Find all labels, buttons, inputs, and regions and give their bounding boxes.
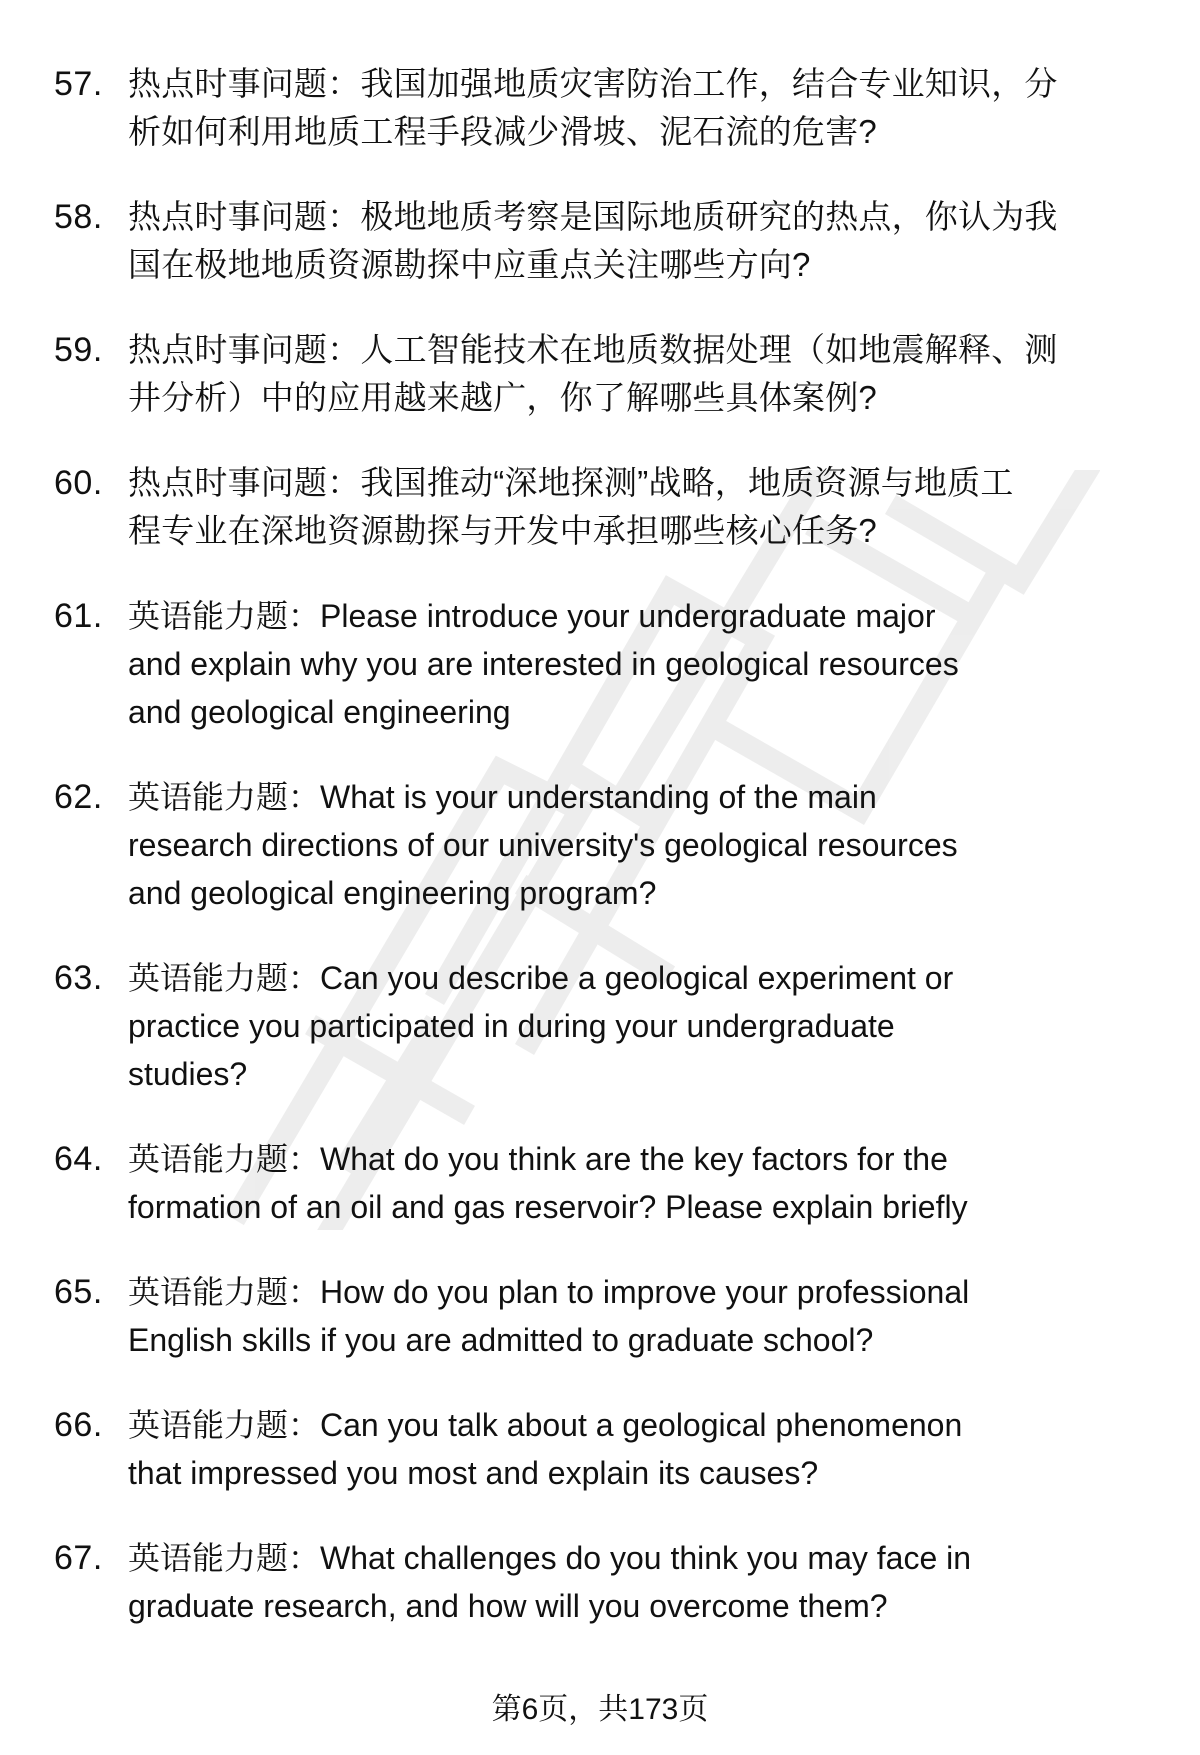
question-line: 热点时事问题：我国加强地质灾害防治工作，结合专业知识，分 xyxy=(128,65,1058,102)
question-line: 英语能力题：Can you talk about a geological phenomenon xyxy=(128,1407,963,1443)
question-line: 英语能力题：Please introduce your undergraduate major xyxy=(128,598,936,634)
question-line: 热点时事问题：我国推动“深地探测”战略，地质资源与地质工 xyxy=(128,464,1014,501)
question-item xyxy=(0,954,1200,1098)
question-line: research directions of our university's geological resources xyxy=(128,827,958,863)
question-line: studies? xyxy=(128,1056,248,1092)
question-text xyxy=(128,193,1158,289)
question-number: 60. xyxy=(54,464,103,502)
question-text xyxy=(128,60,1158,156)
document-page xyxy=(0,60,1200,1667)
page-footer xyxy=(0,1690,1200,1730)
question-number: 59. xyxy=(54,331,103,369)
question-text xyxy=(128,592,1158,736)
question-line: 热点时事问题：极地地质考察是国际地质研究的热点，你认为我 xyxy=(128,198,1058,235)
question-number: 65. xyxy=(54,1273,103,1311)
question-line: practice you participated in during your undergraduate xyxy=(128,1008,895,1044)
question-line: 国在极地地质资源勘探中应重点关注哪些方向? xyxy=(128,246,811,283)
question-item xyxy=(0,60,1200,156)
question-text xyxy=(128,1268,1158,1364)
question-line: formation of an oil and gas reservoir? Please explain briefly xyxy=(128,1189,968,1225)
question-number: 66. xyxy=(54,1406,103,1444)
question-number: 62. xyxy=(54,778,103,816)
question-line: and geological engineering program? xyxy=(128,875,657,911)
question-line: 英语能力题：How do you plan to improve your professional xyxy=(128,1274,970,1310)
question-item xyxy=(0,1135,1200,1231)
question-line: 析如何利用地质工程手段减少滑坡、泥石流的危害? xyxy=(128,113,877,150)
question-item xyxy=(0,1401,1200,1497)
question-item xyxy=(0,592,1200,736)
question-text xyxy=(128,1401,1158,1497)
question-number: 63. xyxy=(54,959,103,997)
question-line: 程专业在深地资源勘探与开发中承担哪些核心任务? xyxy=(128,512,877,549)
page-number-label: 第6页，共173页 xyxy=(491,1693,709,1726)
question-number: 67. xyxy=(54,1539,103,1577)
question-text xyxy=(128,773,1158,917)
question-number: 61. xyxy=(54,597,103,635)
question-item xyxy=(0,773,1200,917)
question-text xyxy=(128,1135,1158,1231)
question-text xyxy=(128,459,1158,555)
question-item xyxy=(0,1268,1200,1364)
question-line: 英语能力题：Can you describe a geological experiment or xyxy=(128,960,954,996)
question-item xyxy=(0,459,1200,555)
question-item xyxy=(0,1534,1200,1630)
question-text xyxy=(128,954,1158,1098)
question-line: 英语能力题：What challenges do you think you may face in xyxy=(128,1540,972,1576)
question-number: 64. xyxy=(54,1140,103,1178)
question-line: 英语能力题：What is your understanding of the main xyxy=(128,779,877,815)
question-text xyxy=(128,326,1158,422)
question-line: 英语能力题：What do you think are the key factors for the xyxy=(128,1141,948,1177)
question-number: 58. xyxy=(54,198,103,236)
question-line: and explain why you are interested in geological resources xyxy=(128,646,959,682)
question-line: graduate research, and how will you overcome them? xyxy=(128,1588,888,1624)
question-item xyxy=(0,326,1200,422)
question-line: 井分析）中的应用越来越广，你了解哪些具体案例? xyxy=(128,379,877,416)
question-line: that impressed you most and explain its causes? xyxy=(128,1455,819,1491)
question-item xyxy=(0,193,1200,289)
question-text xyxy=(128,1534,1158,1630)
question-line: and geological engineering xyxy=(128,694,511,730)
question-line: 热点时事问题：人工智能技术在地质数据处理（如地震解释、测 xyxy=(128,331,1058,368)
question-line: English skills if you are admitted to graduate school? xyxy=(128,1322,874,1358)
question-number: 57. xyxy=(54,65,103,103)
